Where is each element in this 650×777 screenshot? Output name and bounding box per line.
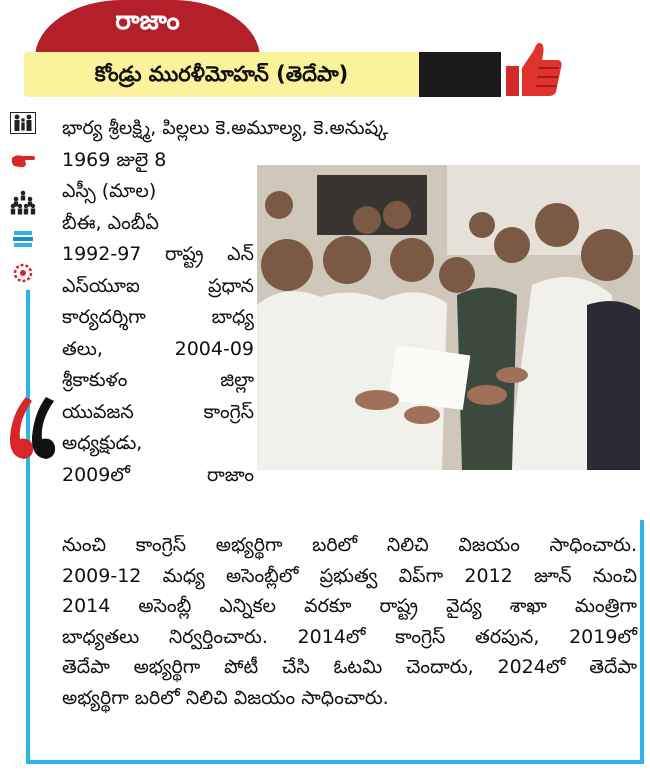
thumbs-up-icon — [504, 38, 564, 98]
quote-icon — [6, 395, 58, 475]
paragraph-line: నుంచి కాంగ్రెస్ అభ్యర్థిగా బరిలో నిలిచి విజయం సాధించారు. — [62, 534, 637, 556]
bio-career-line: యువజన కాంగ్రెస్ — [62, 400, 254, 423]
paragraph-line: అభ్యర్థిగా బరిలో నిలిచి విజయం సాధించారు. — [62, 686, 389, 709]
paragraph-line: 2014 అసెంబ్లీ ఎన్నికల వరకూ రాష్ట్ర వైద్య శాఖా మంత్రిగా — [62, 595, 637, 617]
candidate-name-bar: కోండ్రు మురళీమోహన్ (తెదేపా) — [24, 52, 419, 97]
right-rule — [640, 520, 644, 764]
bio-career-line: 1992-97 రాష్ట్ర ఎన్ — [62, 243, 254, 265]
constituency-title: రాజాం — [115, 6, 180, 36]
bio-caste: ఎస్సీ (మాల) — [62, 180, 157, 202]
bio-paragraph — [62, 530, 637, 713]
name-bar-block — [419, 52, 501, 97]
community-icon — [10, 190, 36, 216]
paragraph-line: బాధ్యతలు నిర్వర్తించారు. 2014లో కాంగ్రెస్ తరపున, 2019లో — [62, 625, 637, 648]
bottom-rule — [26, 760, 644, 764]
career-flower-icon — [10, 262, 36, 284]
bio-education: బీఈ, ఎంబీఏ — [62, 211, 159, 234]
education-books-icon — [10, 228, 36, 250]
bio-career-line: అధ్యక్షుడు, — [62, 432, 143, 454]
bio-birth-date: 1969 జులై 8 — [62, 148, 167, 171]
bio-career-line: 2009లో రాజాం — [62, 463, 254, 486]
bio-column — [62, 145, 254, 492]
family-icon — [10, 112, 36, 134]
paragraph-line: తెదేపా అభ్యర్థిగా పోటీ చేసి ఓటమి చెందారు, 2024లో తెదేపా — [62, 656, 637, 678]
side-rule — [26, 290, 30, 760]
bio-career-line: ఎస్‌యూఐ ప్రధాన — [62, 274, 254, 297]
bio-career-line: కార్యదర్శిగా బాధ్య — [62, 306, 254, 328]
pointing-hand-icon — [10, 150, 36, 172]
paragraph-line: 2009-12 మధ్య అసెంబ్లీలో ప్రభుత్వ విప్‌గా 2012 జూన్ నుంచి — [62, 564, 637, 587]
bio-family-line: భార్య శ్రీలక్ష్మి, పిల్లలు కె.అమూల్య, కె.అనుష్క — [62, 117, 389, 139]
bio-career-line: శ్రీకాకుళం జిల్లా — [62, 369, 254, 391]
bio-career-line: తలు, 2004-09 — [62, 337, 254, 360]
press-photo — [257, 165, 640, 470]
